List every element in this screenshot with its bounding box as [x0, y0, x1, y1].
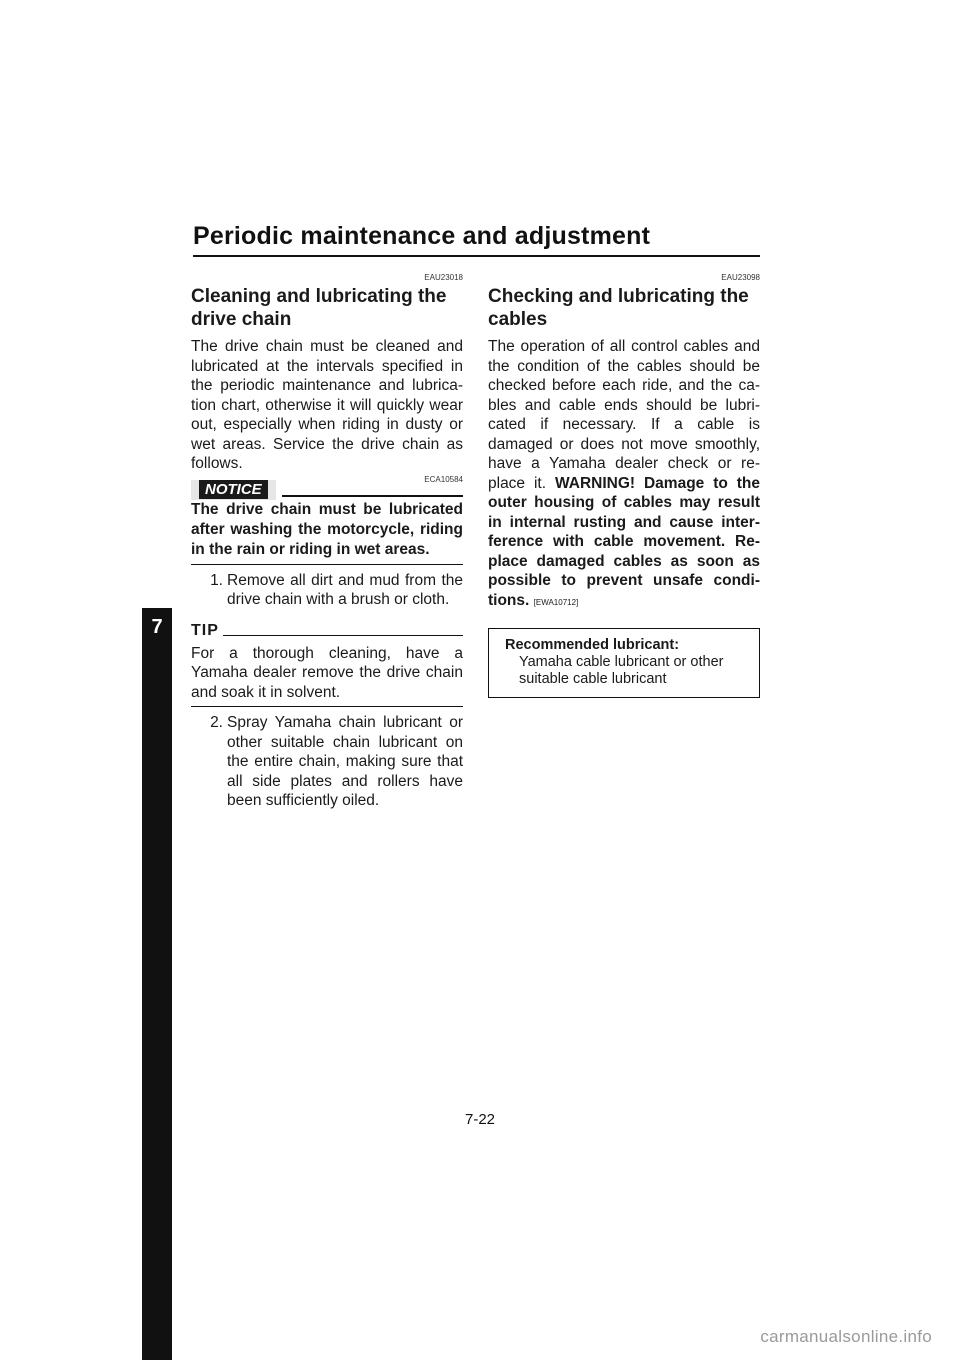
- watermark: carmanualsonline.info: [760, 1327, 932, 1346]
- page-title: Periodic maintenance and adjustment: [193, 222, 651, 250]
- chapter-tab: [142, 608, 172, 1360]
- step-text: Remove all dirt and mud from the drive chain with a brush or cloth.: [227, 571, 463, 608]
- section-code: EAU23018: [424, 273, 463, 282]
- section-code: EAU23098: [721, 273, 760, 282]
- page-number: 7-22: [464, 1111, 496, 1128]
- step-number: 2.: [210, 714, 223, 731]
- warning-text: WARNING! Damage to the outer housing of cables may result in internal rusting and cause inter- ference with cable movement. Re- place damaged cables as soon as possible to prevent unsafe condi- tions.: [488, 474, 761, 609]
- warning-code: [EWA10712]: [533, 597, 579, 607]
- right-column: [488, 272, 760, 698]
- cables-body: The operation of all control cables and the condition of the cables should be checked before each ride, and the ca- bles and cable ends should be lubri- cated if necessary. If a cable is damaged or does not move smoothly, have a Yamaha dealer check or re- place it.: [488, 338, 760, 492]
- left-column: [191, 272, 463, 811]
- title-rule: [193, 255, 760, 257]
- notice-end-rule: [191, 564, 463, 565]
- heading-line: cables: [488, 309, 548, 330]
- notice-code: ECA10584: [424, 474, 463, 484]
- tip-label: TIP: [191, 621, 219, 639]
- lubricant-line: Yamaha cable lubricant or other: [519, 654, 724, 670]
- recommended-lubricant-box: [488, 628, 760, 698]
- section-heading-cables: [488, 285, 760, 331]
- notice-rule: [282, 495, 463, 497]
- chapter-number: 7: [151, 616, 163, 638]
- step-text: Spray Yamaha chain lubricant or other suitable chain lubricant on the entire chain, making sure that all side plates and rollers have been sufficiently oiled.: [227, 714, 463, 809]
- tip-rule: [223, 635, 463, 636]
- intro-paragraph: The drive chain must be cleaned and lubricated at the intervals specified in the periodic maintenance and lubrica- tion chart, otherwise it will quickly wear out, especially when riding in dusty or wet areas. Service the drive chain as follows.: [191, 338, 463, 472]
- step-item: [191, 713, 463, 811]
- section-heading-drive-chain: [191, 285, 463, 331]
- heading-line: drive chain: [191, 309, 292, 330]
- tip-text: For a thorough cleaning, have a Yamaha dealer remove the drive chain and soak it in solvent.: [191, 644, 463, 701]
- step-item: [191, 571, 463, 610]
- tip-header: [191, 622, 463, 640]
- step-number: 1.: [210, 571, 223, 589]
- cables-paragraph: [488, 337, 760, 612]
- notice-label: NOTICE: [199, 480, 268, 499]
- heading-line: Cleaning and lubricating the: [191, 286, 447, 307]
- heading-line: Checking and lubricating the: [488, 286, 749, 307]
- notice-badge: [191, 480, 276, 500]
- lubricant-title: Recommended lubricant:: [505, 637, 680, 653]
- lubricant-line: suitable cable lubricant: [519, 671, 667, 687]
- tip-end-rule: [191, 706, 463, 707]
- notice-text: The drive chain must be lubricated after washing the motorcycle, riding in the rain or riding in wet areas.: [191, 500, 463, 558]
